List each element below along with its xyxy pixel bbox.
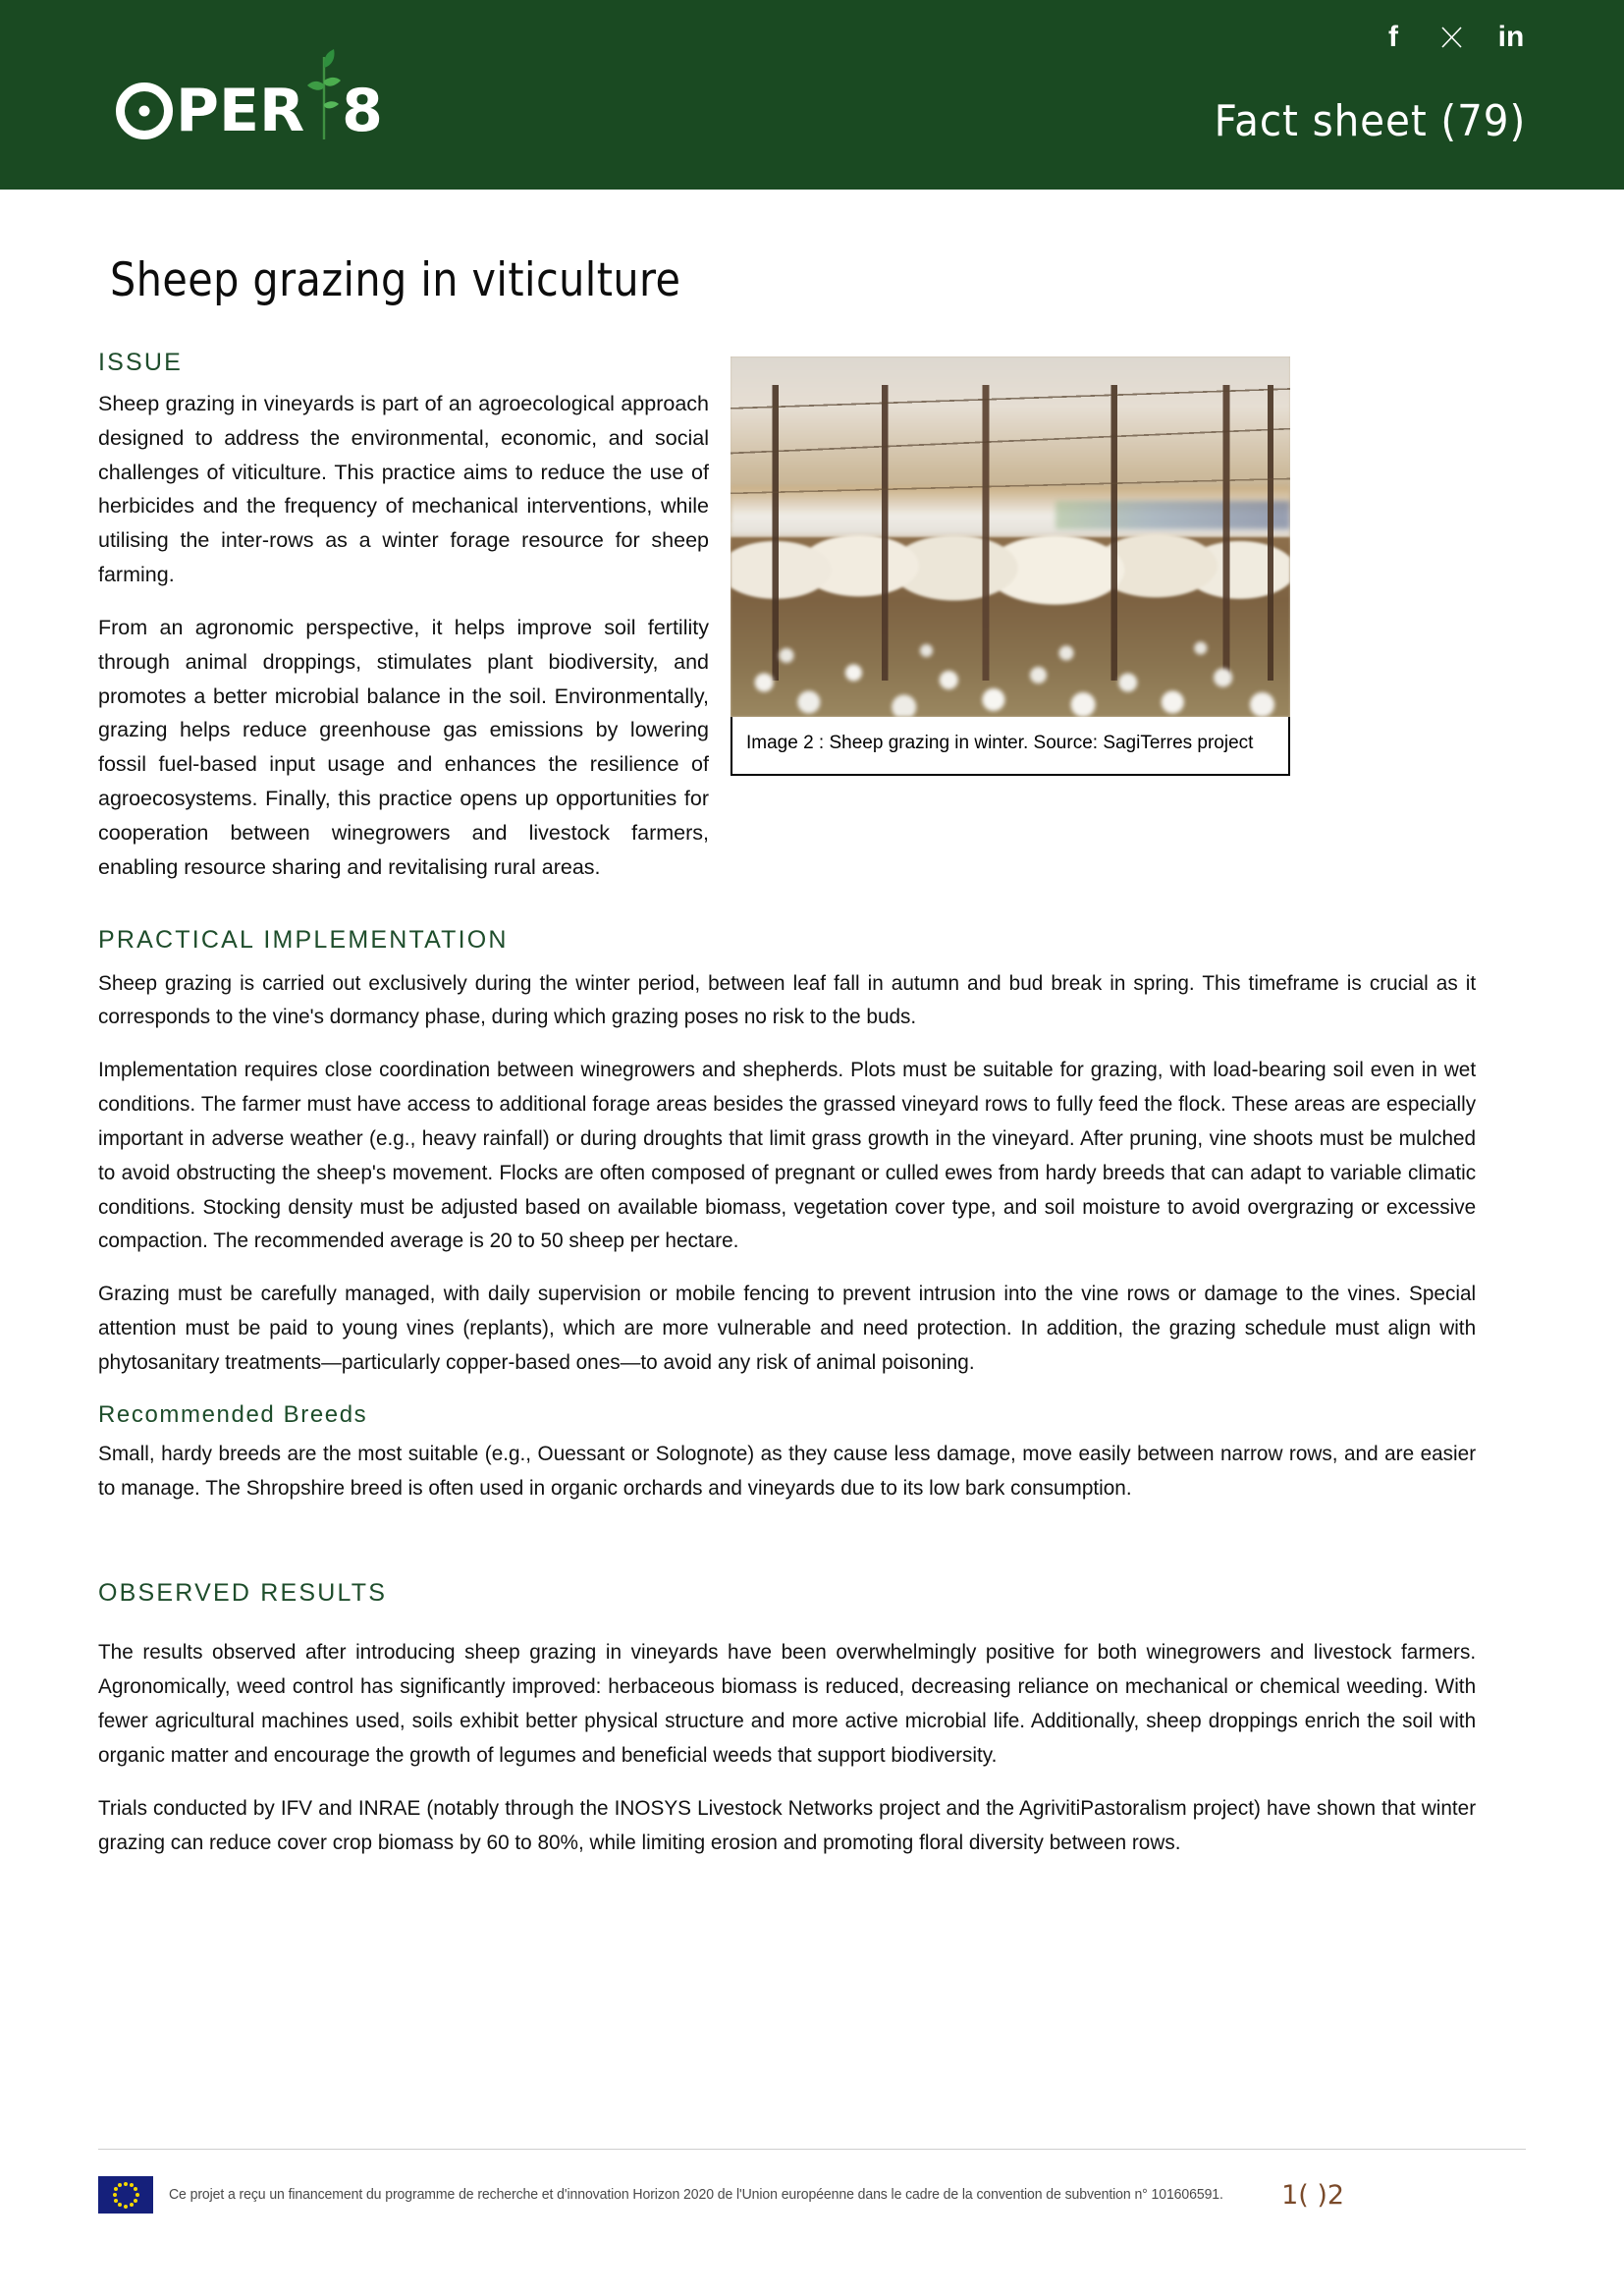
- recommended-breeds-paragraph-1: Small, hardy breeds are the most suitable (e.g., Ouessant or Solognote) as they cause less damage, move easily between narrow rows, and are easier to manage. The Shropshire breed is often used in organic orchards and vineyards due to its low bark consumption.: [98, 1441, 1477, 1500]
- oper8-logo[interactable]: [116, 51, 384, 145]
- practical-paragraph-3: Grazing must be carefully managed, with daily supervision or mobile fencing to prevent intrusion into the vine rows or damage to the vines. Special attention must be paid to young vines (replants), which are more vulnerable and need protection. In addition, the grazing schedule must align with phytosanitary treatments—particularly copper-based ones—to avoid any risk of animal poisoning.: [98, 1282, 1477, 1374]
- page-content: [0, 253, 1624, 1859]
- footer-divider: [98, 2149, 1526, 2150]
- x-twitter-icon[interactable]: [1437, 20, 1467, 55]
- logo-plant-icon: [307, 49, 341, 139]
- eu-star: [124, 2205, 128, 2209]
- eu-star: [118, 2203, 122, 2207]
- eu-star: [114, 2187, 118, 2191]
- social-links: [1379, 20, 1526, 55]
- practical-paragraph-2: Implementation requires close coordination between winegrowers and shepherds. Plots must be suitable for grazing, with load-bearing soil even in wet conditions. The farmer must have access to additional forage areas besides the grassed vineyard rows to fully feed the flock. These areas are especially important in adverse weather (e.g., heavy rainfall) or during droughts that limit grass growth in the vineyard. After pruning, vine shoots must be mulched to avoid obstructing the sheep's movement. Flocks are often composed of pregnant or culled ewes from hardy breeds that can adapt to variable climatic conditions. Stocking density must be adjusted based on available biomass, vegetation cover type, and soil moisture to avoid overgrazing or excessive compaction. The recommended average is 20 to 50 sheep per hectare.: [98, 1058, 1477, 1253]
- linkedin-icon[interactable]: in: [1497, 21, 1525, 53]
- issue-paragraph-2: From an agronomic perspective, it helps improve soil fertility through animal droppings, stimulates plant biodiversity, and promotes a better microbial balance in the soil. Environmentally, grazing helps reduce greenhouse gas emissions by lowering fossil fuel-based input usage and enhances the resilience of agroecosystems. Finally, this practice opens up opportunities for cooperation between winegrowers and livestock farmers, enabling resource sharing and revitalising rural areas.: [98, 615, 709, 879]
- page-header: [0, 0, 1624, 190]
- eu-star: [130, 2203, 134, 2207]
- fact-sheet-label: Fact sheet (79): [1214, 96, 1526, 146]
- eu-star: [135, 2193, 139, 2197]
- page-title: Sheep grazing in viticulture: [110, 253, 681, 307]
- issue-heading: ISSUE: [98, 349, 184, 376]
- sheep-grazing-photo: [731, 356, 1290, 717]
- logo-o-target-icon: [116, 82, 173, 139]
- page-footer: [0, 2149, 1624, 2296]
- practical-implementation-heading: PRACTICAL IMPLEMENTATION: [98, 925, 509, 954]
- recommended-breeds-heading: Recommended Breeds: [98, 1400, 368, 1428]
- observed-results-paragraph-2: Trials conducted by IFV and INRAE (notably through the INOSYS Livestock Networks project and the AgrivitiPastoralism project) have shown that winter grazing can reduce cover crop biomass by 60 to 80%, while limiting erosion and promoting floral diversity between rows.: [98, 1795, 1477, 1854]
- funding-statement: Ce projet a reçu un financement du programme de recherche et d'innovation Horizon 2020 de l'Union européenne dans le cadre de la convention de subvention n° 101606591.: [169, 2187, 1223, 2203]
- section-practical-implementation: [98, 926, 1526, 1505]
- issue-figure: [731, 343, 1526, 776]
- eu-star: [130, 2183, 134, 2187]
- facebook-icon[interactable]: f: [1388, 21, 1398, 53]
- eu-star: [113, 2193, 117, 2197]
- eu-star: [134, 2199, 137, 2203]
- issue-text-column: [98, 343, 709, 885]
- observed-results-heading: OBSERVED RESULTS: [98, 1579, 388, 1608]
- practical-paragraph-1: Sheep grazing is carried out exclusively during the winter period, between leaf fall in autumn and bud break in spring. This timeframe is crucial as it corresponds to the vine's dormancy phase, during which grazing poses no risk to the buds.: [98, 970, 1477, 1029]
- logo-eight-text: 8: [342, 77, 384, 145]
- eu-star: [114, 2199, 118, 2203]
- section-issue: [98, 343, 1526, 885]
- logo-per-text: PER: [176, 77, 305, 145]
- european-union-flag-icon: [98, 2176, 153, 2214]
- logo-wordmark: [116, 49, 384, 145]
- photo-caption: Image 2 : Sheep grazing in winter. Source: SagiTerres project: [731, 717, 1290, 776]
- page-number: 1( )2: [1281, 2179, 1345, 2211]
- issue-paragraph-1: Sheep grazing in vineyards is part of an agroecological approach designed to address the environmental, economic, and social challenges of viticulture. This practice aims to reduce the use of herbicides and the frequency of mechanical interventions, while utilising the inter-rows as a winter forage resource for sheep farming.: [98, 392, 709, 587]
- section-observed-results: [98, 1579, 1526, 1859]
- observed-results-paragraph-1: The results observed after introducing sheep grazing in vineyards have been overwhelmingly positive for both winegrowers and livestock farmers. Agronomically, weed control has significantly improved: herbaceous biomass is reduced, decreasing reliance on mechanical or chemical weeding. With fewer agricultural machines used, soils exhibit better physical structure and more active microbial life. Additionally, sheep droppings enrich the soil with organic matter and encourage the growth of legumes and beneficial weeds that support biodiversity.: [98, 1640, 1477, 1767]
- eu-star: [124, 2182, 128, 2186]
- eu-star: [134, 2187, 137, 2191]
- eu-star: [118, 2183, 122, 2187]
- subsection-recommended-breeds: [98, 1401, 1526, 1505]
